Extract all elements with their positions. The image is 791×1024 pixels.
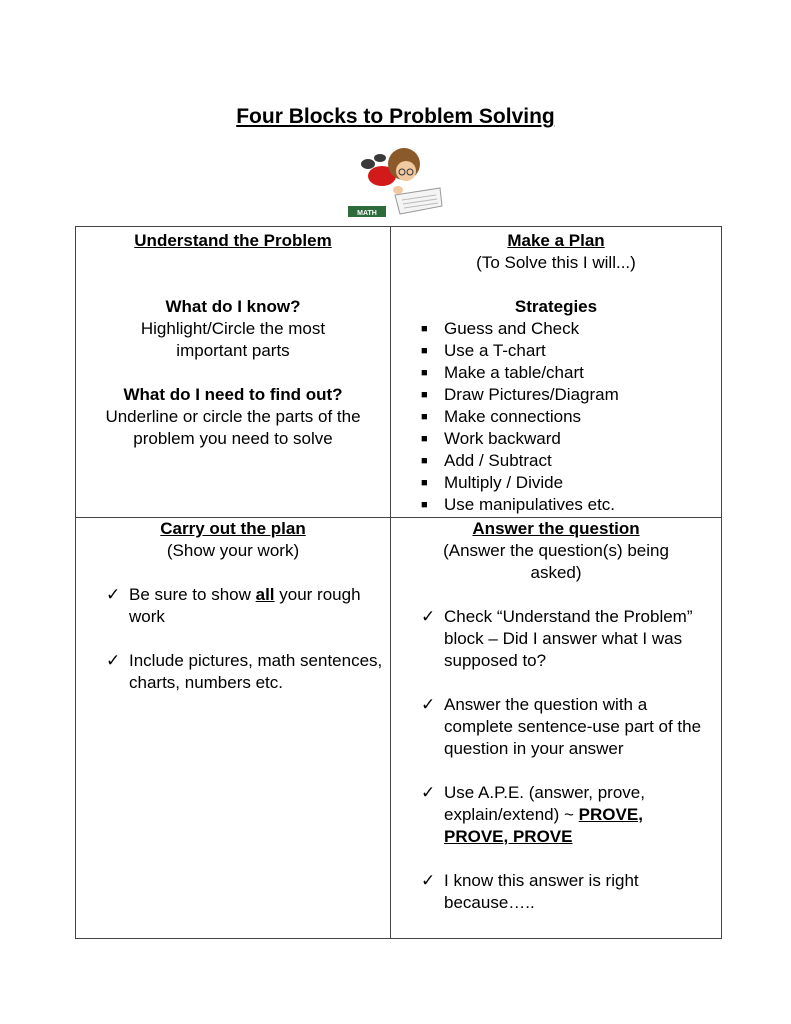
checkmark-icon: ✓ — [421, 871, 436, 890]
strategy-item: ■ Use manipulatives etc. — [421, 495, 616, 514]
what-do-i-know-question: What do I know? — [165, 297, 301, 316]
square-bullet-icon: ■ — [421, 433, 428, 445]
emphasis-prove: PROVE, PROVE, PROVE — [444, 805, 643, 846]
square-bullet-icon: ■ — [421, 389, 428, 401]
plan-heading: Make a Plan — [507, 231, 605, 250]
strategy-item: ■ Add / Subtract — [421, 451, 552, 470]
what-do-i-know-line2: important parts — [176, 341, 290, 360]
strategy-item: ■ Use a T-chart — [421, 341, 546, 360]
answer-item-check-block: ✓ Check “Understand the Problem” block – Did I answer what I was supposed to? — [421, 607, 693, 670]
page-title: Four Blocks to Problem Solving — [236, 105, 555, 128]
what-to-find-line1: Underline or circle the parts of the — [105, 407, 361, 426]
strategy-item: ■ Make a table/chart — [421, 363, 584, 382]
strategy-item: ■ Draw Pictures/Diagram — [421, 385, 619, 404]
book-label: MATH — [357, 210, 377, 217]
answer-item-ape: ✓ Use A.P.E. (answer, prove, explain/extend) ~ PROVE, PROVE, PROVE — [421, 783, 645, 846]
understand-problem-block — [76, 230, 390, 450]
answer-item-complete-sentence: ✓ Answer the question with a complete sentence-use part of the question in your answer — [421, 695, 702, 758]
answer-heading: Answer the question — [472, 519, 640, 538]
answer-checklist — [391, 606, 721, 914]
square-bullet-icon: ■ — [421, 367, 428, 379]
strategies-label: Strategies — [514, 297, 598, 316]
answer-subheading: (Answer the question(s) being asked) — [443, 541, 669, 582]
square-bullet-icon: ■ — [421, 477, 428, 489]
square-bullet-icon: ■ — [421, 499, 428, 511]
checkmark-icon: ✓ — [421, 607, 436, 626]
square-bullet-icon: ■ — [421, 323, 428, 335]
what-to-find-question: What do I need to find out? — [123, 385, 343, 404]
checkmark-icon: ✓ — [106, 651, 121, 670]
carry-item-show-work: ✓ Be sure to show all your rough work — [106, 585, 361, 626]
carry-out-plan-block — [76, 518, 390, 716]
what-do-i-know-line1: Highlight/Circle the most — [140, 319, 326, 338]
square-bullet-icon: ■ — [421, 411, 428, 423]
emphasis-all: all — [255, 585, 275, 604]
checkmark-icon: ✓ — [421, 695, 436, 714]
checkmark-icon: ✓ — [421, 783, 436, 802]
what-to-find-line2: problem you need to solve — [133, 429, 333, 448]
square-bullet-icon: ■ — [421, 345, 428, 357]
carry-heading: Carry out the plan — [160, 519, 306, 538]
square-bullet-icon: ■ — [421, 455, 428, 467]
strategy-item: ■ Guess and Check — [421, 319, 580, 338]
checkmark-icon: ✓ — [106, 585, 121, 604]
strategies-list — [391, 318, 721, 516]
make-plan-block — [391, 230, 721, 516]
carry-subheading: (Show your work) — [166, 541, 300, 560]
strategy-item: ■ Work backward — [421, 429, 561, 448]
strategy-item: ■ Multiply / Divide — [421, 473, 564, 492]
understand-heading: Understand the Problem — [134, 231, 332, 250]
strategy-item: ■ Make connections — [421, 407, 582, 426]
plan-subheading: (To Solve this I will...) — [476, 253, 636, 272]
carry-checklist — [76, 584, 390, 694]
answer-question-block — [391, 518, 721, 936]
four-block-grid — [75, 226, 722, 939]
carry-item-include-pictures: ✓ Include pictures, math sentences, charts, numbers etc. — [106, 651, 383, 692]
student-reading-clipart — [340, 140, 450, 220]
answer-item-know-right: ✓ I know this answer is right because….. — [421, 871, 639, 912]
